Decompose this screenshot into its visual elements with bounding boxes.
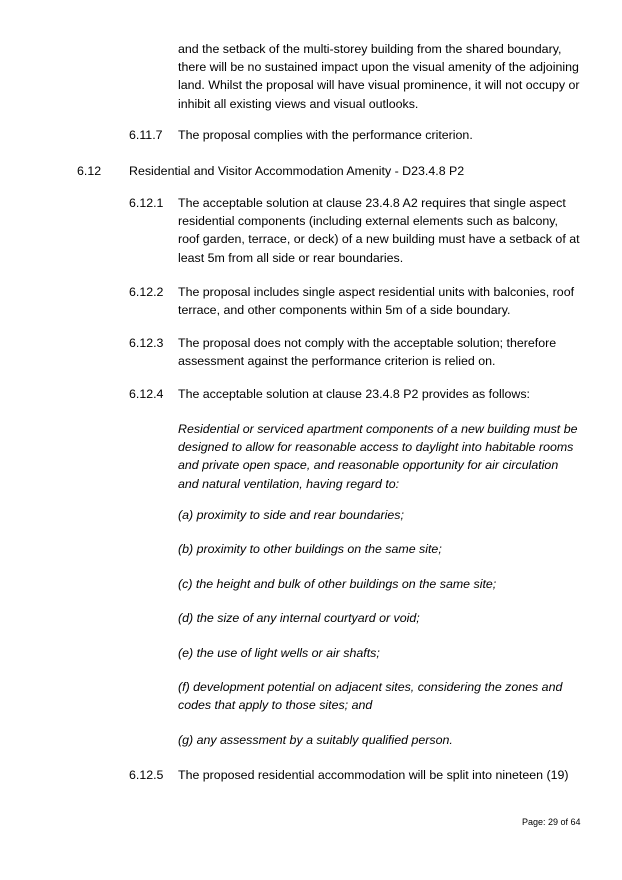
para-number-6-12-4: 6.12.4	[129, 387, 164, 401]
page-number: Page: 29 of 64	[522, 817, 581, 827]
quote-item-c: (c) the height and bulk of other buildings on the same site;	[178, 577, 497, 591]
para-6-12-5: The proposed residential accommodation will be split into nineteen (19)	[178, 768, 569, 782]
quote-intro: Residential or serviced apartment components of a new building must be designed to allow for reasonable access to daylight into habitable rooms and private open space, and reasonable opportunity for air circulation and natural ventilation, having regard to:	[178, 422, 578, 491]
quote-item-f: (f) development potential on adjacent sites, considering the zones and codes that apply to those sites; and	[178, 680, 563, 713]
section-number-6-12: 6.12	[77, 164, 102, 178]
para-6-12-4: The acceptable solution at clause 23.4.8 P2 provides as follows:	[178, 387, 530, 401]
para-number-6-12-1: 6.12.1	[129, 196, 164, 210]
continuation-paragraph: and the setback of the multi-storey building from the shared boundary, there will be no sustained impact upon the visual amenity of the adjoining land. Whilst the proposal will have visual prominence, it will not occupy or inhibit all existing views and visual outlooks.	[178, 42, 580, 111]
para-number-6-12-5: 6.12.5	[129, 768, 164, 782]
para-6-11-7: The proposal complies with the performance criterion.	[178, 128, 473, 142]
para-number-6-11-7: 6.11.7	[129, 128, 163, 142]
para-number-6-12-3: 6.12.3	[129, 336, 164, 350]
para-6-12-2: The proposal includes single aspect residential units with balconies, roof terrace, and other components within 5m of a side boundary.	[178, 285, 575, 318]
quote-item-b: (b) proximity to other buildings on the same site;	[178, 542, 442, 556]
quote-item-g: (g) any assessment by a suitably qualified person.	[178, 733, 453, 747]
quote-item-d: (d) the size of any internal courtyard or void;	[178, 611, 420, 625]
quote-item-e: (e) the use of light wells or air shafts;	[178, 646, 380, 660]
section-heading-6-12: Residential and Visitor Accommodation Amenity - D23.4.8 P2	[129, 164, 465, 178]
quote-item-a: (a) proximity to side and rear boundaries;	[178, 508, 404, 522]
para-6-12-1: The acceptable solution at clause 23.4.8 A2 requires that single aspect residential components (including external elements such as balcony, roof garden, terrace, or deck) of a new building must have a setback of at least 5m from all side or rear boundaries.	[178, 196, 580, 265]
para-6-12-3: The proposal does not comply with the acceptable solution; therefore assessment against the performance criterion is relied on.	[178, 336, 557, 369]
para-number-6-12-2: 6.12.2	[129, 285, 164, 299]
